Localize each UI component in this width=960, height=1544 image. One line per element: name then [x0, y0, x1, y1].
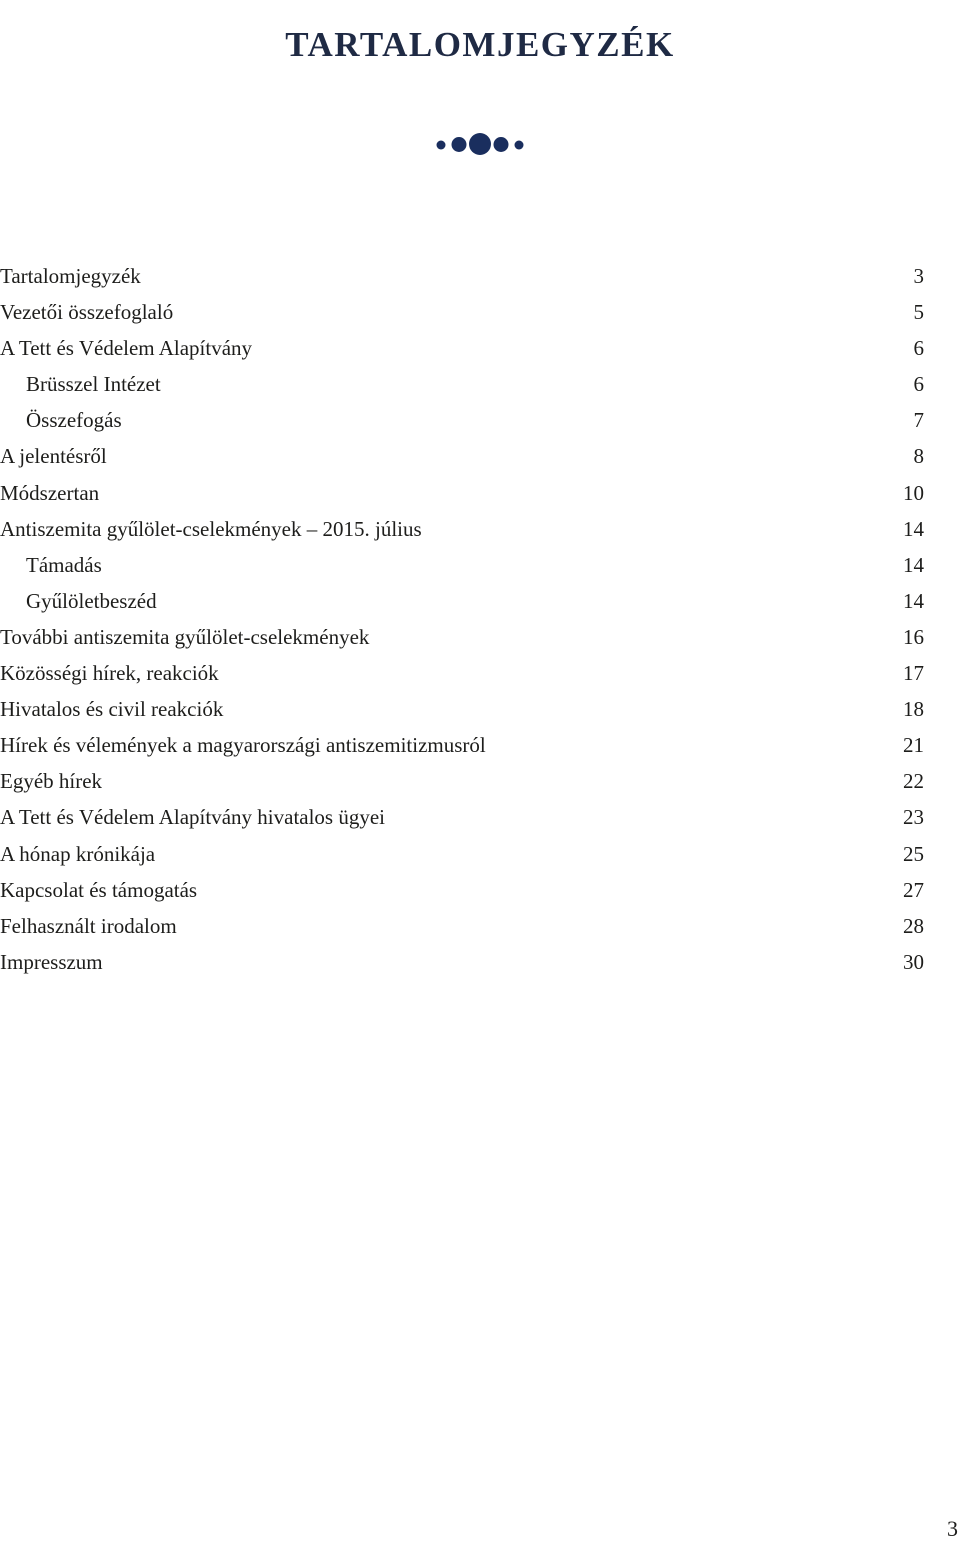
toc-entry-label: Felhasznált irodalom [0, 913, 177, 938]
toc-entry[interactable] [0, 511, 924, 547]
toc-entry-page: 17 [903, 661, 924, 686]
toc-entry[interactable] [0, 475, 924, 511]
toc-entry[interactable] [0, 799, 924, 835]
toc-entry[interactable] [0, 619, 924, 655]
toc-entry-label: Összefogás [26, 408, 122, 433]
toc-entry[interactable] [0, 944, 924, 980]
toc-entry-page: 16 [903, 624, 924, 649]
toc-entry[interactable] [0, 402, 924, 438]
toc-entry-page: 18 [903, 697, 924, 722]
toc-entry-page: 23 [903, 805, 924, 830]
toc-entry-label: Egyéb hírek [0, 769, 103, 794]
toc-entry-label: A Tett és Védelem Alapítvány [0, 336, 253, 361]
toc-entry[interactable] [0, 727, 924, 763]
toc-entry[interactable] [0, 547, 924, 583]
toc-entry-label: Vezetői összefoglaló [0, 300, 174, 325]
toc-entry-label: Gyűlöletbeszéd [26, 588, 157, 613]
toc-entry-label: Hivatalos és civil reakciók [0, 697, 224, 722]
toc-entry-label: A hónap krónikája [0, 841, 156, 866]
toc-entry-label: Közösségi hírek, reakciók [0, 661, 219, 686]
toc-entry[interactable] [0, 691, 924, 727]
page-title: TARTALOMJEGYZÉK [285, 25, 675, 65]
toc-entry-label: Tartalomjegyzék [0, 264, 141, 288]
toc-entry-page: 25 [903, 841, 924, 866]
toc-entry-label: További antiszemita gyűlölet-cselekmények [0, 624, 370, 649]
toc-entry[interactable] [0, 294, 924, 330]
dots-ornament-icon [436, 131, 524, 157]
toc-entry-page: 3 [913, 264, 924, 288]
toc-entry-label: A Tett és Védelem Alapítvány hivatalos ügyei [0, 805, 386, 830]
toc-entry[interactable] [0, 763, 924, 799]
toc-entry[interactable] [0, 872, 924, 908]
toc-entry-label: Impresszum [0, 949, 103, 974]
toc-entry[interactable] [0, 655, 924, 691]
toc-entry-label: Kapcsolat és támogatás [0, 877, 198, 902]
table-of-contents [0, 258, 924, 980]
toc-entry[interactable] [0, 836, 924, 872]
toc-entry-page: 14 [903, 588, 924, 613]
toc-entry-page: 21 [903, 733, 924, 758]
toc-entry-page: 28 [903, 913, 924, 938]
toc-entry-page: 30 [903, 949, 924, 974]
toc-entry[interactable] [0, 583, 924, 619]
toc-entry-page: 14 [903, 516, 924, 541]
toc-entry-page: 27 [903, 877, 924, 902]
toc-entry[interactable] [0, 438, 924, 474]
toc-entry-label: A jelentésről [0, 444, 107, 469]
toc-entry-page: 22 [903, 769, 924, 794]
toc-entry-label: Támadás [26, 552, 102, 577]
toc-entry[interactable] [0, 366, 924, 402]
toc-entry[interactable] [0, 908, 924, 944]
page-number: 3 [947, 1516, 958, 1541]
toc-entry-page: 7 [913, 408, 924, 433]
toc-entry-page: 8 [913, 444, 924, 469]
toc-entry-label: Hírek és vélemények a magyarországi antiszemitizmusról [0, 733, 486, 758]
toc-entry-page: 6 [913, 372, 924, 397]
toc-entry-page: 5 [913, 300, 924, 325]
toc-entry[interactable] [0, 258, 924, 294]
toc-entry-page: 6 [913, 336, 924, 361]
toc-entry[interactable] [0, 330, 924, 366]
toc-entry-label: Brüsszel Intézet [26, 372, 161, 397]
toc-entry-page: 10 [903, 480, 924, 505]
toc-entry-label: Módszertan [0, 480, 100, 505]
toc-entry-label: Antiszemita gyűlölet-cselekmények – 2015. július [0, 516, 422, 541]
toc-entry-page: 14 [903, 552, 924, 577]
